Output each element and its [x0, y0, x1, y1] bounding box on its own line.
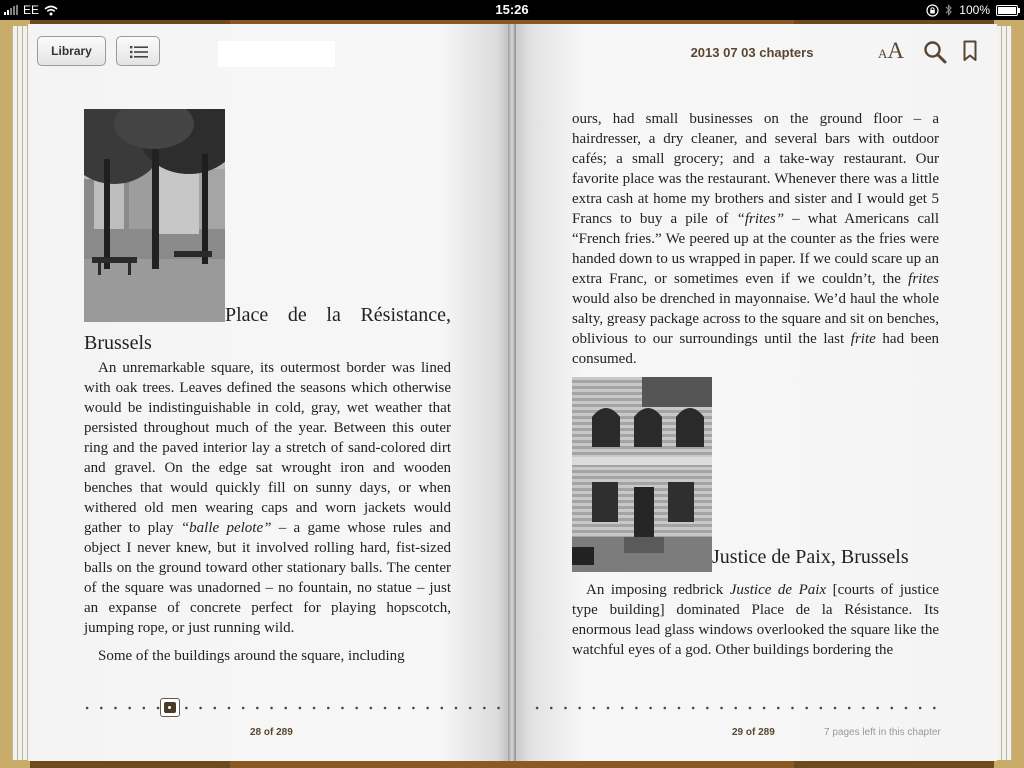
left-paragraph-1: [84, 358, 451, 638]
text-run: – a game whose rules and object I never knew, but it involved rolling hard, fist-sized balls on the ground toward other stationary balls. The center of the square was unadorned – no fountain, no statue – just an expanse of concrete perfect for playing hopscotch, jumping rope, or just running wild.: [84, 520, 451, 636]
page-scrubber-right[interactable]: [530, 706, 945, 710]
search-icon[interactable]: [923, 40, 947, 64]
page-scrubber-left[interactable]: [80, 706, 500, 710]
text-run: An unremarkable square, its outermost border was lined with oak trees. Leaves defined the seasons which otherwise would be indistinguishable in cold, gray, wet weather that persisted throughout much of the year. Between this outer ring and the paved interior lay a stretch of sand-colored dirt and gravel. On the edge sat wrought iron and wooden benches that would quickly fill on sunny days, or when withered old men wearing caps and worn jackets would gather to play: [84, 360, 451, 536]
status-bar: [0, 0, 1024, 20]
square-photo: [84, 109, 225, 322]
rotation-lock-icon: [926, 4, 939, 17]
left-paragraph-2: Some of the buildings around the square, including: [98, 648, 405, 664]
right-heading: Justice de Paix, Brussels: [712, 546, 909, 568]
list-icon: [130, 46, 148, 58]
right-page-number: 29 of 289: [732, 727, 775, 738]
bookmark-icon[interactable]: [963, 40, 977, 62]
text-italic: frites: [908, 271, 939, 287]
text-run: had been consumed.: [572, 331, 939, 367]
text-run: would also be drenched in mayonnaise. We’d haul the whole salty, greasy package across to the square and sit on benches, oblivious to our surroundings until the last: [572, 291, 939, 347]
status-right: [926, 3, 1018, 17]
left-heading-line1: Place de la Résistance,: [225, 304, 451, 326]
text-run: An imposing redbrick: [586, 582, 730, 598]
book-gutter: [508, 24, 516, 761]
left-body: [84, 358, 451, 666]
font-large-letter: A: [887, 38, 905, 63]
page-scrubber-handle[interactable]: [160, 698, 180, 717]
table-of-contents-button[interactable]: [116, 36, 160, 66]
left-page-number: 28 of 289: [250, 727, 293, 738]
battery-icon: [996, 5, 1018, 16]
bluetooth-icon: [945, 4, 953, 16]
left-heading-line2: Brussels: [84, 332, 152, 354]
right-body-bottom: [572, 580, 939, 660]
clock: 15:26: [495, 2, 529, 17]
book-title: 2013 07 03 chapters: [690, 45, 814, 60]
text-run: [courts of justice type building] dominated Place de la Résistance. Its enormous lead glass windows overlooked the square like the watchful eyes of a god. Other buildings bordering the: [572, 582, 939, 658]
right-body-top: [572, 109, 939, 369]
battery-percent: 100%: [959, 3, 990, 17]
pages-left-label: 7 pages left in this chapter: [824, 727, 941, 738]
page-stack-right: [1006, 26, 1012, 760]
text-italic: “frites”: [736, 211, 785, 227]
spine-bottom: [230, 760, 794, 768]
text-run: ours, had small businesses on the ground floor – a hairdresser, a dry cleaner, and several bars with outdoor cafés; a small grocery; and a take-way restaurant. Our favorite place was the restaurant. Whenever there was a little extra cash at home my brothers and sister and I would get 5 Francs to buy a pile of: [572, 111, 939, 227]
font-size-button[interactable]: [878, 38, 904, 64]
text-italic: Justice de Paix: [729, 582, 827, 598]
title-placeholder: [218, 41, 335, 67]
carrier-label: EE: [23, 3, 40, 17]
text-run: – what Americans call “French fries.” We peered up at the counter as the fries were handed down to us wrapped in paper. If we could scare up an extra Franc, or sometimes even if we couldn’t, the: [572, 211, 939, 287]
right-paragraph-1: [572, 109, 939, 369]
font-small-letter: A: [878, 46, 888, 61]
text-italic: frite: [850, 331, 876, 347]
courthouse-photo: [572, 377, 712, 572]
text-italic: “balle pelote”: [180, 520, 272, 536]
library-button[interactable]: Library: [37, 36, 106, 66]
right-paragraph-2: [572, 580, 939, 660]
